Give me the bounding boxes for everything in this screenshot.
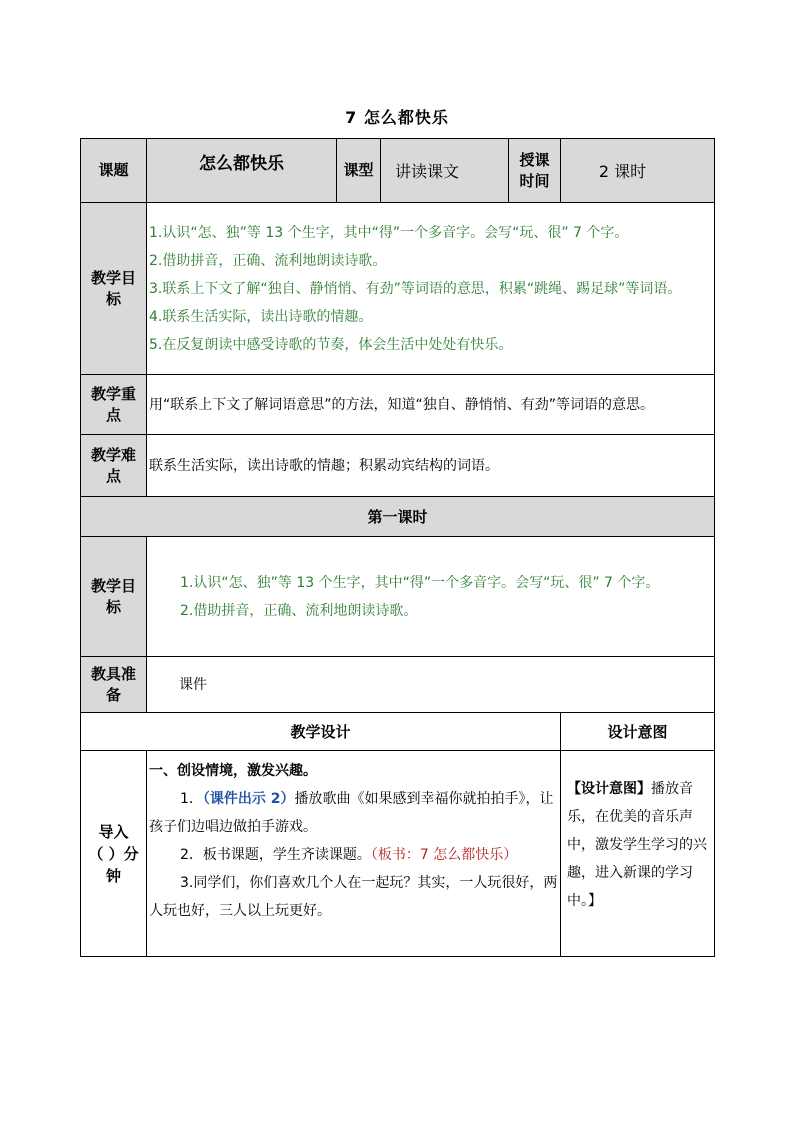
- key-points-content: 用“联系上下文了解词语意思”的方法，知道“独自、静悄悄、有劲”等词语的意思。: [147, 375, 715, 435]
- intro-row: [81, 751, 715, 957]
- intent-content: 【设计意图】播放音乐，在优美的音乐声中，激发学生学习的兴趣，进入新课的学习中。】: [561, 751, 715, 957]
- type-label: 课型: [337, 139, 381, 203]
- design-column-header: 教学设计: [81, 713, 561, 751]
- topic-value: 怎么都快乐: [147, 139, 337, 203]
- tools-row: [81, 657, 715, 713]
- goal-item: 1.认识“怎、独”等 13 个生字，其中“得”一个多音字。会写“玩、很” 7 个字。: [149, 224, 629, 241]
- step-2: 2．板书课题，学生齐读课题。（板书：7 怎么都快乐）: [180, 847, 518, 863]
- goals-content: [147, 203, 715, 375]
- topic-label: 课题: [81, 139, 147, 203]
- goals-label: 教学目标: [81, 203, 147, 375]
- type-value: 讲读课文: [381, 139, 509, 203]
- design-header-row: [81, 713, 715, 751]
- goal-item: 4.联系生活实际，读出诗歌的情趣。: [149, 308, 373, 325]
- key-points-label: 教学重点: [81, 375, 147, 435]
- intro-label: 导入 （ ）分 钟: [81, 751, 147, 957]
- goal-item: 3.联系上下文了解“独自、静悄悄、有劲”等词语的意思，积累“跳绳、踢足球”等词语。: [149, 280, 682, 297]
- tools-content: 课件: [147, 657, 715, 713]
- time-value: 2 课时: [561, 139, 715, 203]
- tools-label: 教具准备: [81, 657, 147, 713]
- intent-column-header: 设计意图: [561, 713, 715, 751]
- lesson1-goal-item: 1.认识“怎、独”等 13 个生字，其中“得”一个多音字。会写“玩、很” 7 个字。: [180, 574, 660, 591]
- lesson1-heading-row: [81, 497, 715, 537]
- step-1: 1．（课件出示 2）播放歌曲《如果感到幸福你就拍拍手》，让孩子们边唱边做拍手游戏。: [149, 791, 554, 835]
- difficulties-row: [81, 435, 715, 497]
- document-title: 7 怎么都快乐: [345, 108, 449, 127]
- goals-row: [81, 203, 715, 375]
- lesson-plan-table: [80, 138, 715, 957]
- key-points-row: [81, 375, 715, 435]
- lesson1-goal-item: 2.借助拼音，正确、流利地朗读诗歌。: [180, 602, 418, 619]
- difficulties-content: 联系生活实际，读出诗歌的情趣；积累动宾结构的词语。: [147, 435, 715, 497]
- lesson1-goals-row: [81, 537, 715, 657]
- lesson1-goals-content: [147, 537, 715, 657]
- time-label: 授课时间: [509, 139, 561, 203]
- intro-content: [147, 751, 561, 957]
- section-title: 一、创设情境，激发兴趣。: [149, 763, 317, 779]
- lesson1-heading: 第一课时: [81, 497, 715, 537]
- goal-item: 5.在反复朗读中感受诗歌的节奏，体会生活中处处有快乐。: [149, 336, 513, 353]
- header-row: [81, 139, 715, 203]
- lesson1-goals-label: 教学目标: [81, 537, 147, 657]
- goal-item: 2.借助拼音，正确、流利地朗读诗歌。: [149, 252, 387, 269]
- step-3: 3.同学们，你们喜欢几个人在一起玩？其实，一人玩很好，两人玩也好，三人以上玩更好。: [149, 875, 558, 919]
- difficulties-label: 教学难点: [81, 435, 147, 497]
